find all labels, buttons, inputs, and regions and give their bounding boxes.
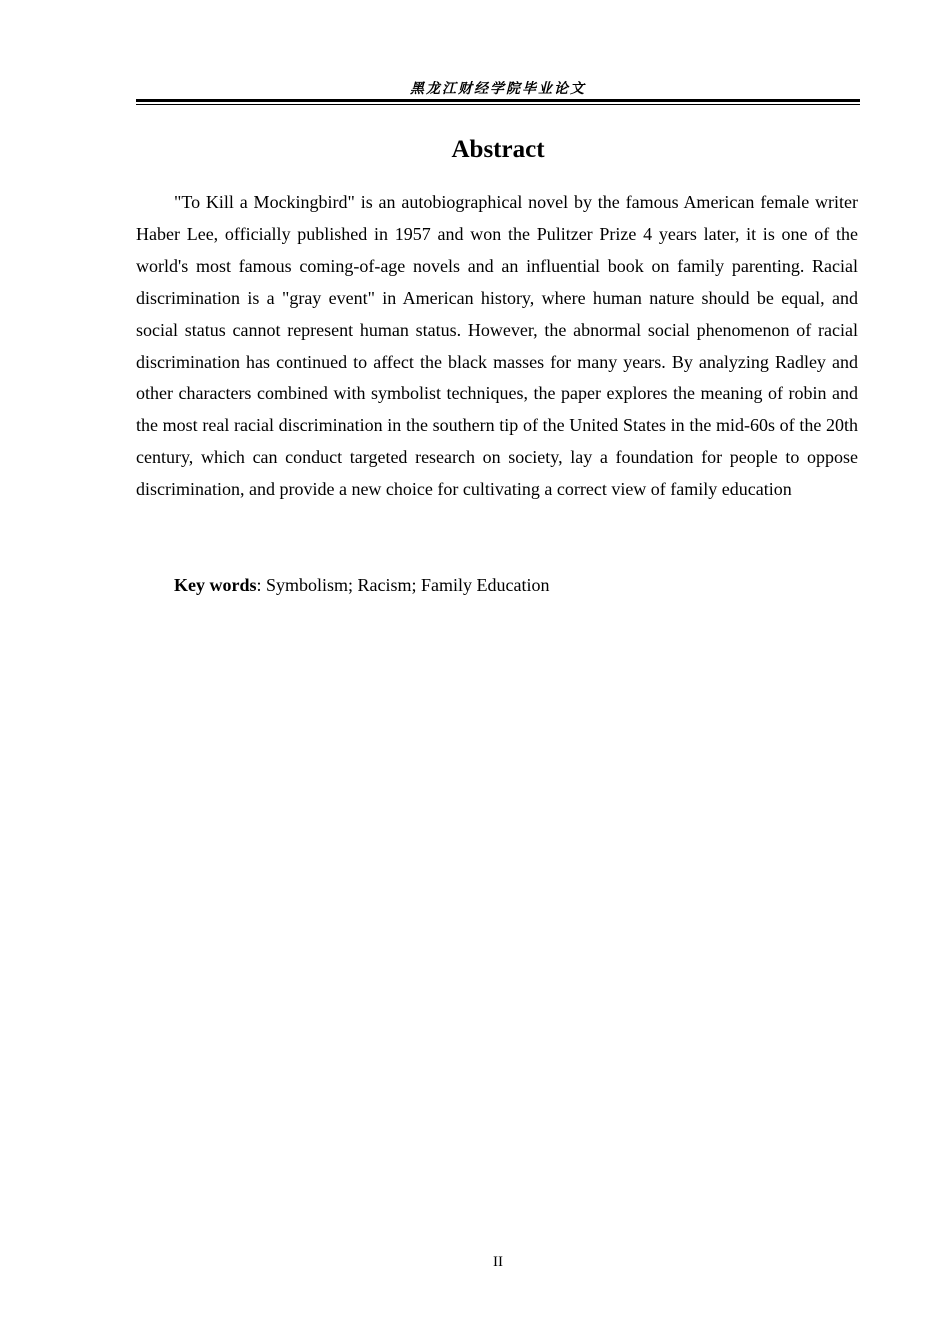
keywords-values: Symbolism; Racism; Family Education [266, 575, 550, 595]
keywords-label: Key words [174, 575, 257, 595]
header-double-rule [136, 99, 860, 105]
running-header: 黑龙江财经学院毕业论文 [410, 81, 586, 97]
keywords-line [136, 570, 858, 602]
header-rule-thin [136, 104, 860, 105]
abstract-paragraph: "To Kill a Mockingbird" is an autobiographical novel by the famous American female writer Haber Lee, officially published in 1957 and won the Pulitzer Prize 4 years later, it is one of the world's most famous coming-of-age novels and an influential book on family parenting. Racial discrimination is a "gray event" in American history, where human nature should be equal, and social status cannot represent human status. However, the abnormal social phenomenon of racial discrimination has continued to affect the black masses for many years. By analyzing Radley and other characters combined with symbolist techniques, the paper explores the meaning of robin and the most real racial discrimination in the southern tip of the United States in the mid-60s of the 20th century, which can conduct targeted research on society, lay a foundation for people to oppose discrimination, and provide a new choice for cultivating a correct view of family education [136, 192, 858, 500]
abstract-heading: Abstract [451, 136, 545, 163]
keywords-separator: : [256, 575, 267, 595]
page-number: II [493, 1254, 503, 1270]
